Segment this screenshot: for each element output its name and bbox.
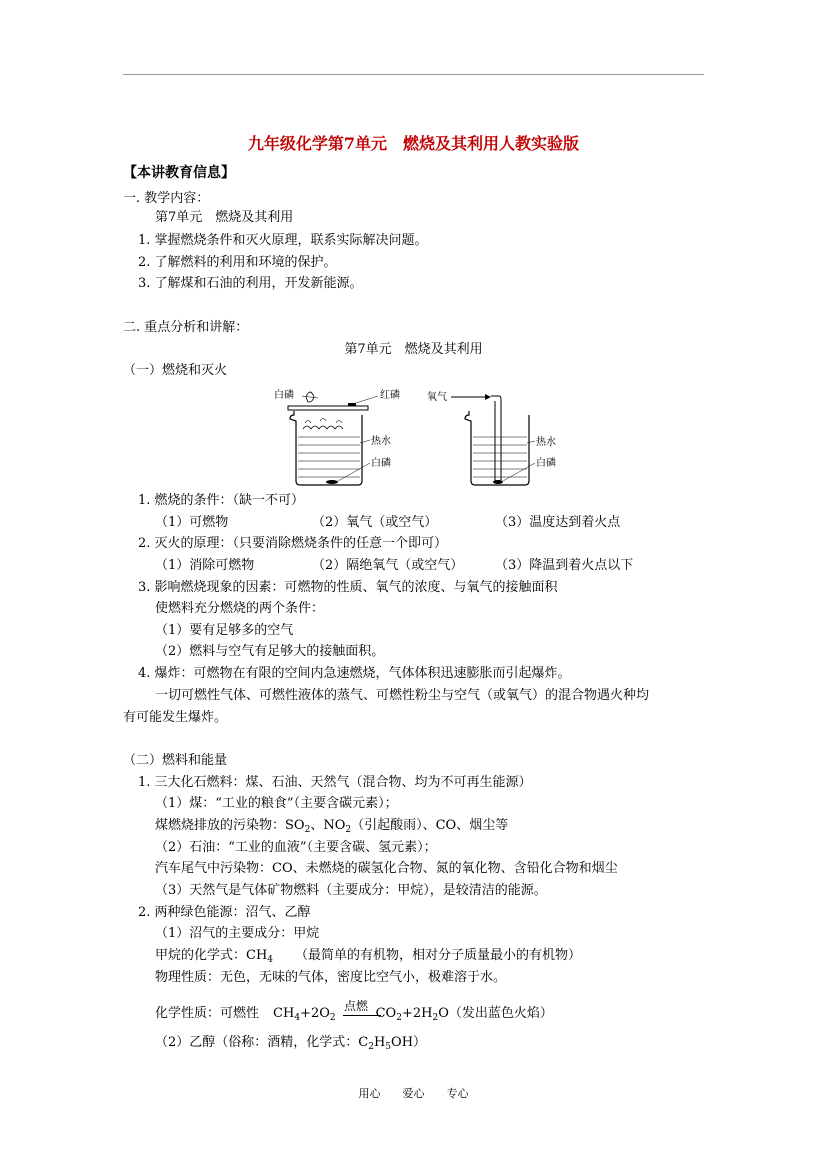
beaker-figure-left — [270, 385, 410, 491]
methane-chemical: 化学性质：可燃性 $CH_4+2O_2$ $CO_2+2H_2O$（发出蓝色火焰） — [155, 1006, 553, 1023]
label-oxygen: 氧气 — [427, 392, 447, 403]
coal-pollutants: 煤燃烧排放的污染物：$SO_2$、$NO_2$（引起酸雨）、CO、烟尘等 — [155, 818, 509, 835]
part1-item-1: 1. 掌握燃烧条件和灭火原理，联系实际解决问题。 — [138, 233, 428, 248]
extinguish-2: （2）隔绝氧气（或空气） — [312, 558, 464, 573]
subsection-combustion: （一）燃烧和灭火 — [123, 363, 228, 378]
extinguish-1: （1）消除可燃物 — [155, 558, 255, 573]
condition-3: （3）温度达到着火点 — [495, 515, 621, 530]
beaker-figure-right — [425, 385, 565, 491]
full-combustion-heading: 使燃料充分燃烧的两个条件： — [155, 601, 325, 616]
biogas-item: （1）沼气的主要成分：甲烷 — [155, 926, 320, 941]
label-white-phosphorus-top: 白磷 — [274, 390, 294, 401]
part1-item-3: 3. 了解煤和石油的利用，开发新能源。 — [138, 276, 363, 291]
methane-physical: 物理性质：无色，无味的气体，密度比空气小，极难溶于水。 — [155, 970, 507, 985]
explosion-para-line1: 一切可燃性气体、可燃性液体的蒸气、可燃性粉尘与空气（或氧气）的混合物遇火种均 — [155, 688, 650, 703]
condition-2: （2）氧气（或空气） — [312, 515, 438, 530]
subsection-fuels: （二）燃料和能量 — [123, 753, 228, 768]
condition-1: （1）可燃物 — [155, 515, 229, 530]
part1-heading: 一. 教学内容： — [123, 191, 210, 206]
page-footer: 用心 爱心 专心 — [358, 1087, 469, 1100]
explosion-item: 4. 爆炸：可燃物在有限的空间内急速燃烧，气体体积迅速膨胀而引起爆炸。 — [138, 666, 571, 681]
combustion-conditions: 1. 燃烧的条件：（缺一不可） — [138, 493, 305, 508]
full-combustion-1: （1）要有足够多的空气 — [155, 623, 294, 638]
part2-heading: 二. 重点分析和讲解： — [123, 320, 249, 335]
reaction-arrow-line — [343, 1015, 381, 1016]
ethanol-item: （2）乙醇（俗称：酒精，化学式：$C_2H_5OH$） — [155, 1035, 427, 1052]
part1-unit: 第7单元 燃烧及其利用 — [155, 210, 294, 225]
green-energy: 2. 两种绿色能源：沼气、乙醇 — [138, 905, 311, 920]
document-title: 九年级化学第7单元 燃烧及其利用人教实验版 — [247, 134, 580, 153]
extinguish-principle: 2. 灭火的原理：（只要消除燃烧条件的任意一个即可） — [138, 536, 448, 551]
label-hot-water-right: 热水 — [536, 437, 556, 448]
label-white-phosphorus-bottom: 白磷 — [371, 458, 391, 469]
header-rule — [123, 74, 704, 75]
section-header: 【本讲教育信息】 — [123, 165, 235, 181]
natural-gas-item: （3）天然气是气体矿物燃料（主要成分：甲烷），是较清洁的能源。 — [155, 883, 547, 898]
reaction-condition: 点燃 — [344, 999, 369, 1013]
label-red-phosphorus: 红磷 — [380, 390, 400, 401]
coal-item: （1）煤：“工业的粮食”（主要含碳元素）； — [155, 796, 398, 811]
part2-unit: 第7单元 燃烧及其利用 — [344, 342, 483, 357]
explosion-para-line2: 有可能发生爆炸。 — [123, 710, 228, 725]
fossil-fuels: 1. 三大化石燃料：煤、石油、天然气（混合物、均为不可再生能源） — [138, 775, 532, 790]
exhaust-pollutants: 汽车尾气中污染物：CO、未燃烧的碳氢化合物、氮的氧化物、含铅化合物和烟尘 — [155, 861, 618, 876]
full-combustion-2: （2）燃料与空气有足够大的接触面积。 — [155, 644, 385, 659]
label-white-phosphorus-right: 白磷 — [536, 458, 556, 469]
label-hot-water-left: 热水 — [371, 436, 391, 447]
methane-formula: 甲烷的化学式：$CH_4$ （最简单的有机物，相对分子质量最小的有机物） — [155, 948, 582, 965]
petroleum-item: （2）石油：“工业的血液”（主要含碳、氢元素）； — [155, 840, 437, 855]
part1-item-2: 2. 了解燃料的利用和环境的保护。 — [138, 255, 337, 270]
factors-item: 3. 影响燃烧现象的因素：可燃物的性质、氧气的浓度、与氧气的接触面积 — [138, 580, 558, 595]
extinguish-3: （3）降温到着火点以下 — [495, 558, 634, 573]
